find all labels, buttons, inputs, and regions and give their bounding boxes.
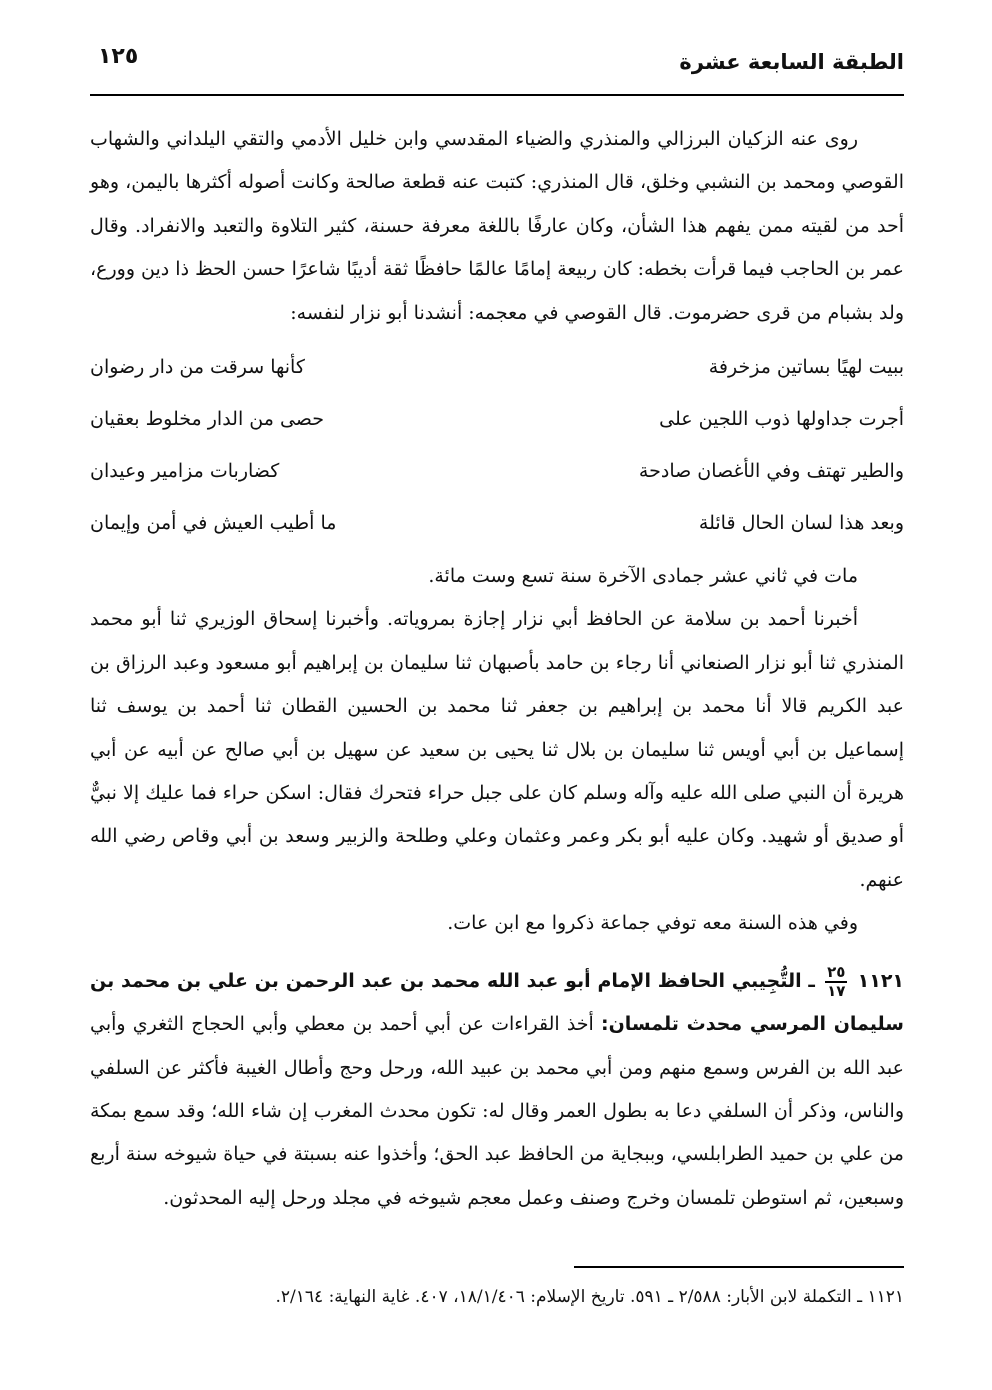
header-rule [90, 94, 904, 96]
verse-first-hemistich: أجرت جداولها ذوب اللجين على [659, 408, 904, 431]
verse-second-hemistich: حصى من الدار مخلوط بعقيان [90, 408, 325, 431]
poem-verse [90, 497, 904, 549]
verse-first-hemistich: والطير تهتف وفي الأغصان صادحة [638, 460, 904, 483]
isnad-paragraph: أخبرنا أحمد بن سلامة عن الحافظ أبي نزار إجازة بمروياته. وأخبرنا إسحاق الوزيري ثنا أبو محمد المنذري ثنا أبو نزار الصنعاني أنا رجاء بن حامد بأصبهان ثنا سليمان بن إبراهيم أبو مسعود وعبد الرزاق بن عبد الكريم قالا أنا محمد بن إبراهيم بن جعفر ثنا محمد بن الحسين القطان ثنا أحمد بن يوسف ثنا إسماعيل بن أبي أويس ثنا سليمان بن بلال ثنا يحيى بن سعيد عن سهيل بن أبي صالح عن أبيه عن أبي هريرة أن النبي صلى الله عليه وآله وسلم كان على جبل حراء فتحرك فقال: اسكن حراء فما عليك إلا نبيٌّ أو صديق أو شهيد. وكان عليه أبو بكر وعمر وعثمان وعلي وطلحة والزبير وسعد بن أبي وقاص رضي الله عنهم. [90, 608, 904, 891]
fraction-top: ٢٥ [827, 962, 846, 981]
page-number: ١٢٥ [98, 44, 139, 69]
poem [90, 341, 904, 549]
page-body [90, 118, 904, 1220]
verse-second-hemistich: كضاربات مزامير وعيدان [90, 460, 280, 483]
verse-second-hemistich: كأنها سرقت من دار رضوان [90, 356, 305, 379]
death-date-paragraph: مات في ثاني عشر جمادى الآخرة سنة تسع وست مائة. [428, 565, 858, 588]
same-year-paragraph: وفي هذه السنة معه توفي جماعة ذكروا مع ابن عات. [447, 912, 858, 935]
fraction-bottom: ١٧ [827, 981, 846, 1000]
running-header [90, 40, 904, 94]
entry-fraction [825, 964, 847, 1000]
verse-first-hemistich: ببيت لهيًا بساتين مزخرفة [708, 356, 904, 379]
verse-first-hemistich: وبعد هذا لسان الحال قائلة [698, 512, 904, 535]
biography-entry [90, 960, 904, 1220]
entry-number: ١١٢١ [857, 969, 905, 992]
poem-verse [90, 445, 904, 497]
entry-heading: ـ التُّجِيبي الحافظ الإمام أبو عبد الله محمد بن عبد الرحمن بن علي بن محمد بن سليمان المرسي محدث تلمسان: [90, 969, 904, 1036]
biography-paragraph: روى عنه الزكيان البرزالي والمنذري والضياء المقدسي وابن خليل الأدمي والتقي اليلداني والشهاب القوصي ومحمد بن النشبي وخلق، قال المنذري: كتبت عنه قطعة صالحة وكانت أصوله أكثرها باليمن، وهو أحد من لقيته ممن يفهم هذا الشأن، وكان عارفًا باللغة معرفة حسنة، كثير التلاوة والتعبد والانفراد. وقال عمر بن الحاجب فيما قرأت بخطه: كان ربيعة إمامًا عالمًا حافظًا ثقة أديبًا شاعرًا حسن الحظ ذا دين وورع، ولد بشبام من قرى حضرموت. قال القوصي في معجمه: أنشدنا أبو نزار لنفسه: [90, 128, 904, 324]
footnote-rule [574, 1266, 904, 1268]
footnote: ١١٢١ ـ التكملة لابن الأبار: ٢/٥٨٨ ـ ٥٩١. تاريخ الإسلام: ١٨/١/٤٠٦، ٤٠٧. غاية النهاية: ٢/١٦٤. [275, 1287, 904, 1307]
entry-text: أخذ القراءات عن أبي أحمد بن معطي وأبي الحجاج الثغري وأبي عبد الله بن الفرس وسمع منهم ومن أبي محمد بن عبيد الله، ورحل وحج وأطال الغيبة فأكثر عن السلفي والناس، وذكر أن السلفي دعا به بطول العمر وقال له: تكون محدث المغرب إن شاء الله؛ وقد سمع بمكة من علي بن حميد الطرابلسي، وببجاية من الحافظ عبد الحق؛ وأخذوا عنه بسبتة في حياة شيوخه سنة أربع وسبعين، ثم استوطن تلمسان وخرج وصنف وعمل معجم شيوخه في مجلد ورحل إليه المحدثون. [90, 1013, 904, 1209]
verse-second-hemistich: ما أطيب العيش في أمن وإيمان [90, 512, 337, 535]
poem-verse [90, 341, 904, 393]
chapter-title: الطبقة السابعة عشرة [679, 50, 904, 74]
poem-verse [90, 393, 904, 445]
